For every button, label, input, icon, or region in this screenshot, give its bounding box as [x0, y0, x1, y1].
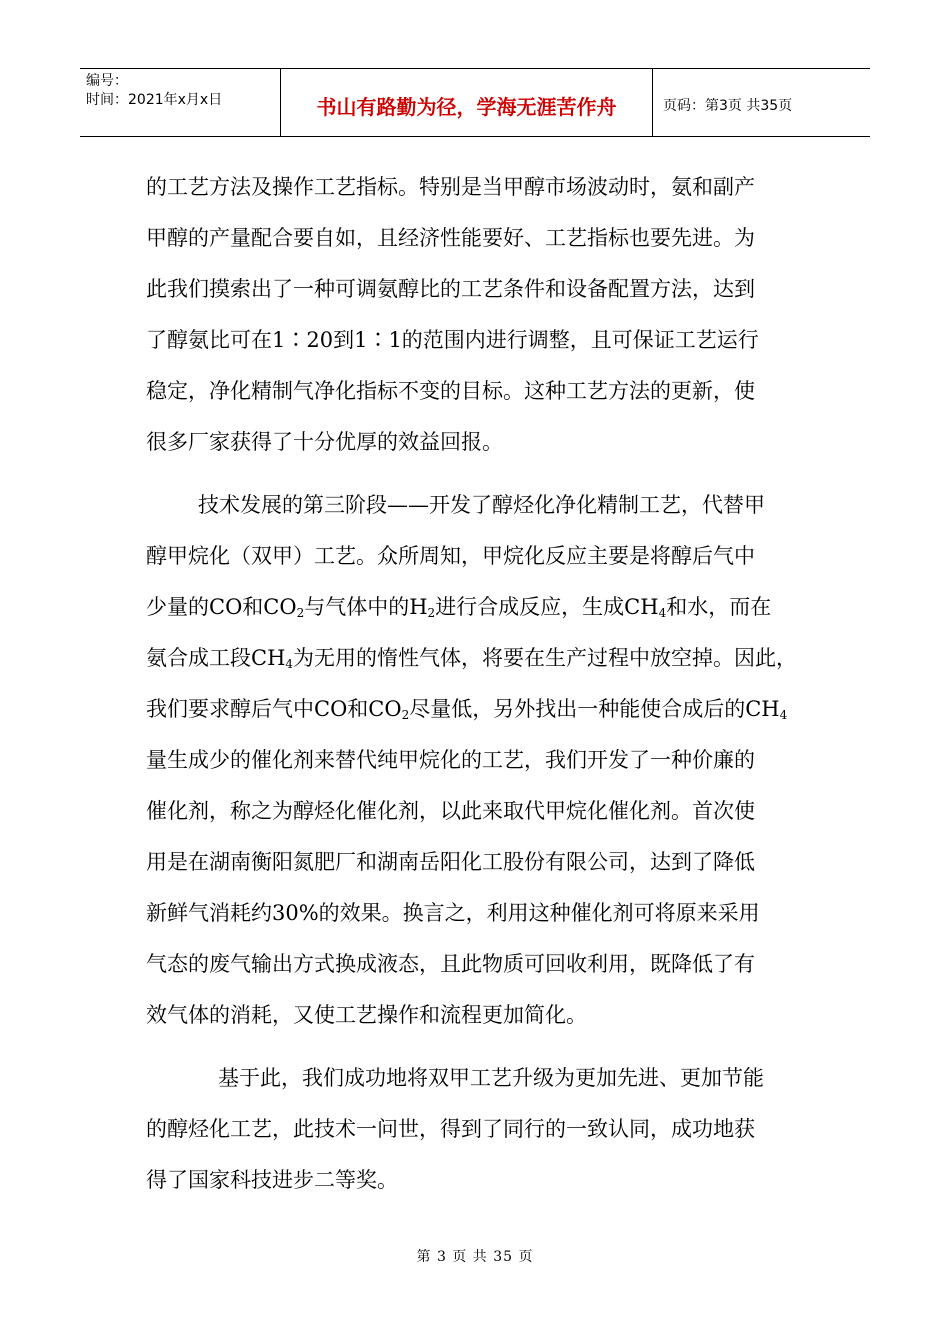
text-line: 技术发展的第三阶段——开发了醇烃化净化精制工艺，代替甲	[198, 493, 765, 517]
document-date-label: 时间：2021年x月x日	[86, 92, 223, 108]
paragraph-3	[146, 1053, 816, 1206]
document-body	[146, 162, 816, 1206]
page-footer: 第 3 页 共 35 页	[416, 1249, 534, 1265]
text-line: 新鲜气消耗约30%的效果。换言之，利用这种催化剂可将原来采用	[146, 901, 760, 925]
text-line: 了醇氨比可在1∶20到1∶1的范围内进行调整，且可保证工艺运行	[146, 328, 759, 352]
header-meta-cell	[80, 69, 281, 136]
paragraph-2	[146, 480, 816, 1041]
text-line: 少量的CO和$CO_2$与气体中的$H_2$进行合成反应，生成$CH_4$和水，而在	[146, 595, 772, 620]
text-line: 我们要求醇后气中CO和$CO_2$尽量低，另外找出一种能使合成后的$CH_4$	[146, 697, 788, 722]
text-line: 的工艺方法及操作工艺指标。特别是当甲醇市场波动时，氨和副产	[146, 175, 755, 199]
text-line: 催化剂，称之为醇烃化催化剂，以此来取代甲烷化催化剂。首次使	[146, 799, 755, 823]
text-line: 氨合成工段$CH_4$为无用的惰性气体，将要在生产过程中放空掉。因此，	[146, 646, 798, 671]
document-number-label: 编号：	[86, 73, 128, 89]
text-line: 醇甲烷化（双甲）工艺。众所周知，甲烷化反应主要是将醇后气中	[146, 544, 755, 568]
text-line: 得了国家科技进步二等奖。	[146, 1168, 398, 1192]
text-line: 量生成少的催化剂来替代纯甲烷化的工艺，我们开发了一种价廉的	[146, 748, 755, 772]
header-table	[80, 68, 870, 137]
text-line: 基于此，我们成功地将双甲工艺升级为更加先进、更加节能	[218, 1066, 764, 1090]
header-motto: 书山有路勤为径，学海无涯苦作舟	[281, 69, 653, 136]
text-line: 的醇烃化工艺，此技术一问世，得到了同行的一致认同，成功地获	[146, 1117, 755, 1141]
text-line: 气态的废气输出方式换成液态，且此物质可回收利用，既降低了有	[146, 952, 755, 976]
paragraph-1	[146, 162, 816, 468]
header-page-number: 页码：第3页 共35页	[663, 97, 793, 114]
text-line: 很多厂家获得了十分优厚的效益回报。	[146, 430, 503, 454]
text-line: 甲醇的产量配合要自如，且经济性能要好、工艺指标也要先进。为	[146, 226, 755, 250]
text-line: 效气体的消耗，又使工艺操作和流程更加简化。	[146, 1003, 587, 1027]
text-line: 稳定，净化精制气净化指标不变的目标。这种工艺方法的更新，使	[146, 379, 755, 403]
text-line: 用是在湖南衡阳氮肥厂和湖南岳阳化工股份有限公司，达到了降低	[146, 850, 755, 874]
text-line: 此我们摸索出了一种可调氨醇比的工艺条件和设备配置方法，达到	[146, 277, 755, 301]
